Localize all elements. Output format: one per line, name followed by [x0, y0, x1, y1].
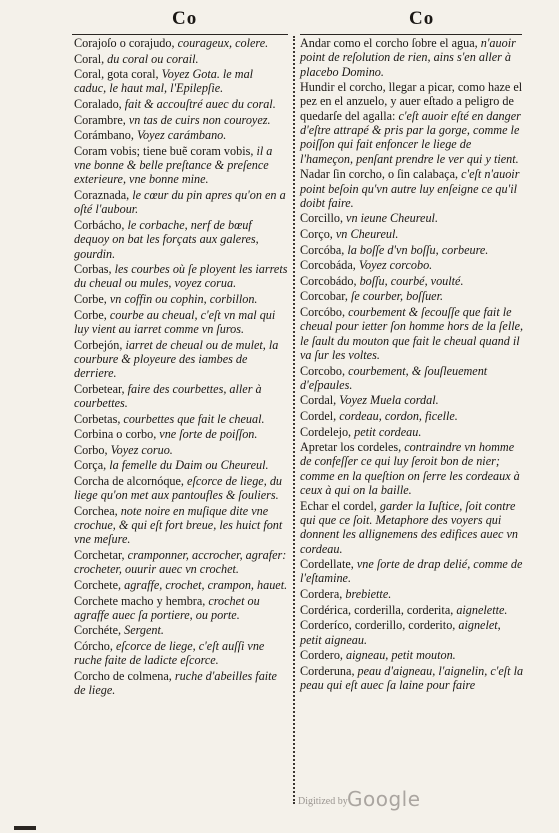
- entry-definition: courbement & ſecouſſe que fait le cheual pour ietter ſon homme hors de la ſelle, le ſault du mouton que fait le cheual quand il va ſur les voltes.: [300, 305, 524, 362]
- header-rule-left: [72, 34, 288, 35]
- entry-definition: le corbache, nerf de bœuf dequoy on bat les forçats aux galeres, gourdin.: [74, 217, 259, 261]
- entry-definition: la boſſe d'vn boſſu, corbeure.: [347, 242, 489, 257]
- entry-definition: il a vne bonne & belle preſtance & preſence exterieure, vne bonne mine.: [74, 143, 273, 187]
- entry-definition: courbement, & ſouſleuement d'eſpaules.: [300, 363, 488, 392]
- dictionary-entry: [74, 188, 288, 217]
- entry-headword: Corchéte,: [74, 623, 125, 638]
- digitized-by-label: Digitized by: [298, 796, 348, 807]
- header-rule-right: [300, 34, 522, 35]
- entry-definition: vn coffin ou cophin, corbillon.: [109, 292, 258, 307]
- dictionary-entry: [300, 440, 524, 497]
- entry-headword: Corchete,: [74, 577, 125, 592]
- entry-definition: vne ſorte de drap delié, comme de l'eſtamine.: [300, 557, 523, 586]
- entry-headword: Corbo,: [74, 442, 111, 457]
- entry-definition: aignelette.: [456, 602, 508, 617]
- dictionary-entry: [74, 458, 288, 472]
- dictionary-entry: [300, 587, 524, 601]
- entry-definition: courbe au cheual, c'eſt vn mal qui luy vient au iarret comme vn ſuros.: [74, 307, 276, 336]
- dictionary-entry: [74, 443, 288, 457]
- entry-definition: eſcorce de liege, du liege qu'on met aux pantoufles & ſouliers.: [74, 473, 283, 503]
- dictionary-entry: [300, 274, 524, 288]
- entry-definition: courageux, colere.: [177, 36, 269, 50]
- dictionary-entry: [74, 218, 288, 261]
- dictionary-entry: [300, 664, 524, 693]
- dictionary-entry: [300, 499, 524, 556]
- entry-definition: aignelet, petit aigneau.: [300, 618, 501, 647]
- entry-definition: vn ieune Cheureul.: [346, 211, 438, 226]
- dictionary-entry: [300, 289, 524, 303]
- dictionary-entry: [74, 412, 288, 426]
- entry-headword: Corcobar,: [300, 289, 351, 304]
- entry-headword: Corcobádo,: [300, 273, 360, 288]
- entry-headword: Corbas,: [74, 262, 115, 277]
- entry-headword: Corámbano,: [74, 128, 137, 143]
- entry-headword: Corcha de alcornóque,: [74, 473, 188, 488]
- entry-headword: Corchea,: [74, 503, 121, 518]
- dictionary-entry: [74, 578, 288, 592]
- entry-headword: Andar como el corcho ſobre el agua,: [300, 36, 481, 50]
- entry-headword: Cordérica, corderilla, corderita,: [300, 602, 457, 617]
- entry-definition: boſſu, courbé, voulté.: [359, 273, 464, 288]
- entry-headword: Coral, gota coral,: [74, 67, 162, 82]
- entry-headword: Corço,: [300, 227, 336, 242]
- entry-headword: Corcóbo,: [300, 305, 349, 320]
- entry-definition: contraindre vn homme de confeſſer ce qui luy ſeroit bon de nier; comme en la queſtion on ſerre les cordeaux à ceux à qui on la baille.: [300, 440, 520, 498]
- entry-definition: du coral ou corail.: [107, 51, 199, 66]
- entry-headword: Corcho de colmena,: [74, 668, 175, 683]
- dictionary-entry: [300, 425, 524, 439]
- dictionary-entry: [300, 211, 524, 225]
- entry-definition: cordeau, cordon, ficelle.: [339, 408, 458, 423]
- entry-headword: Corcobo,: [300, 363, 349, 378]
- entry-definition: les courbes où ſe ployent les iarrets du cheual ou mules, voyez corua.: [74, 262, 288, 291]
- entry-definition: Sergent.: [124, 623, 164, 638]
- dictionary-entry: [300, 258, 524, 272]
- entry-headword: Cordel,: [300, 408, 340, 423]
- entry-definition: cramponner, accrocher, agrafer: crocheter, ouurir auec vn crochet.: [74, 548, 287, 577]
- entry-headword: Corbetas,: [74, 411, 124, 426]
- dictionary-entry: [74, 36, 288, 50]
- entry-headword: Coraznada,: [74, 188, 133, 203]
- entry-definition: Voyez Gota. le mal caduc, le haut mal, l'Epilepſie.: [74, 67, 254, 96]
- entry-headword: Corcóba,: [300, 242, 348, 257]
- entry-headword: Echar el cordel,: [300, 498, 380, 513]
- dictionary-entry: [74, 474, 288, 503]
- dictionary-entry: [300, 227, 524, 241]
- entry-headword: Corbácho,: [74, 217, 128, 232]
- entry-headword: Corderuna,: [300, 663, 358, 678]
- entry-headword: Corcillo,: [300, 211, 347, 226]
- dictionary-entry: [74, 338, 288, 381]
- entry-headword: Corchetar,: [74, 548, 128, 563]
- entry-definition: courbettes que fait le cheual.: [123, 411, 265, 426]
- entry-headword: Coralado,: [74, 97, 125, 112]
- dictionary-entry: [74, 262, 288, 291]
- entry-headword: Cordelejo,: [300, 424, 355, 439]
- entry-definition: c'eſt auoir eſté en danger d'eſtre attrapé & pris par la gorge, comme le poiſſon qui fait enfoncer le liege de l'hameçon, penſant prendre le ver qui y tient.: [300, 108, 521, 166]
- entry-definition: iarret de cheual ou de mulet, la courbure & ployeure des iambes de derriere.: [74, 337, 279, 381]
- column-divider: [293, 36, 295, 804]
- dictionary-entry: [74, 113, 288, 127]
- dictionary-entry: [300, 557, 524, 586]
- dictionary-entry: [74, 594, 288, 623]
- entry-headword: Corbe,: [74, 307, 110, 322]
- entry-definition: le cœur du pin apres qu'on en a oſté l'aubour.: [74, 188, 286, 217]
- entry-definition: fait & accouſtré auec du coral.: [124, 97, 276, 112]
- dictionary-entry: [300, 364, 524, 393]
- entry-definition: petit cordeau.: [354, 424, 422, 439]
- entry-definition: ruche d'abeilles faite de liege.: [74, 668, 277, 698]
- entry-definition: garder la Iuſtice, ſoit contre qui que ce ſoit. Metaphore des voyers qui donnent les allignemens des edifices auec vn cordeau.: [300, 498, 518, 556]
- dictionary-entry: [74, 427, 288, 441]
- entry-headword: Cordal,: [300, 393, 340, 408]
- entry-definition: c'eſt n'auoir point beſoin qu'vn autre luy enſeigne ce qu'il doibt faire.: [300, 167, 520, 210]
- entry-headword: Corbina o corbo,: [74, 427, 160, 442]
- entry-headword: Corambre,: [74, 112, 129, 127]
- dictionary-entry: [74, 669, 288, 698]
- entry-definition: crochet ou agraffe auec ſa portiere, ou porte.: [74, 593, 260, 622]
- entry-headword: Corchete macho y hembra,: [74, 593, 209, 608]
- entry-definition: vn Cheureul.: [335, 227, 399, 242]
- dictionary-entry: [74, 97, 288, 111]
- running-head-right: Co: [409, 8, 435, 29]
- dictionary-entry: [300, 80, 524, 166]
- entry-definition: note noire en muſique dite vne crochue, & qui eſt fort breue, les huict font vne meſure.: [74, 503, 283, 547]
- dictionary-entry: [300, 36, 524, 79]
- entry-definition: aigneau, petit mouton.: [346, 648, 456, 663]
- entry-definition: peau d'aigneau, l'aignelin, c'eſt la peau qui eſt auec ſa laine pour faire: [300, 663, 524, 692]
- right-column: [300, 36, 524, 694]
- entry-definition: Voyez corcobo.: [358, 258, 433, 273]
- dictionary-entry: [74, 504, 288, 547]
- entry-headword: Corajoſo o corajudo,: [74, 36, 178, 50]
- dictionary-entry: [74, 67, 288, 96]
- entry-definition: brebiette.: [345, 587, 392, 602]
- left-column: [74, 36, 288, 699]
- entry-definition: faire des courbettes, aller à courbettes.: [74, 381, 262, 410]
- dictionary-entry: [74, 548, 288, 577]
- dictionary-entry: [74, 308, 288, 337]
- entry-definition: agraffe, crochet, crampon, hauet.: [124, 577, 288, 592]
- entry-headword: Coram vobis; tiene buẽ coram vobis,: [74, 143, 257, 158]
- dictionary-entry: [74, 128, 288, 142]
- entry-headword: Corbe,: [74, 292, 110, 307]
- running-head-left: Co: [172, 8, 198, 29]
- dictionary-entry: [74, 144, 288, 187]
- entry-headword: Coral,: [74, 51, 108, 66]
- dictionary-entry: [300, 409, 524, 423]
- google-watermark: Google: [347, 787, 421, 811]
- entry-headword: Nadar ſin corcho, o ſin calabaça,: [300, 167, 462, 182]
- dictionary-entry: [74, 52, 288, 66]
- entry-headword: Córcho,: [74, 639, 116, 653]
- entry-definition: n'auoir point de reſolution de rien, ains s'en aller à placebo Domino.: [300, 36, 516, 79]
- dictionary-entry: [300, 167, 524, 210]
- entry-headword: Cordero,: [300, 648, 347, 663]
- entry-headword: Hundir el corcho, llegar a picar, como haze el pez en el anzuelo, y auer eſtado a peligro de quedarſe del agalla:: [300, 80, 523, 123]
- entry-definition: Voyez Muela cordal.: [339, 393, 439, 408]
- entry-headword: Corça,: [74, 458, 110, 473]
- dictionary-entry: [74, 292, 288, 306]
- entry-headword: Corbejón,: [74, 337, 126, 352]
- entry-headword: Corderíco, corderillo, corderito,: [300, 618, 459, 633]
- entry-definition: eſcorce de liege, c'eſt auſſi vne ruche faite de ladicte eſcorce.: [74, 639, 265, 668]
- dictionary-entry: [74, 639, 288, 668]
- entry-headword: Cordera,: [300, 587, 346, 602]
- dictionary-entry: [300, 243, 524, 257]
- dictionary-entry: [300, 648, 524, 662]
- dictionary-entry: [300, 603, 524, 617]
- entry-definition: Voyez carámbano.: [136, 128, 227, 143]
- dictionary-entry: [300, 393, 524, 407]
- entry-definition: vne ſorte de poiſſon.: [159, 427, 258, 442]
- dictionary-entry: [74, 623, 288, 637]
- entry-definition: la femelle du Daim ou Cheureul.: [109, 458, 269, 473]
- dictionary-entry: [300, 618, 524, 647]
- entry-definition: ſe courber, boſſuer.: [350, 289, 444, 304]
- entry-headword: Corcobáda,: [300, 258, 359, 273]
- entry-definition: Voyez coruo.: [110, 442, 173, 457]
- dictionary-entry: [300, 305, 524, 362]
- page-corner-mark: [14, 826, 36, 830]
- entry-headword: Apretar los cordeles,: [300, 440, 405, 455]
- entry-definition: vn tas de cuirs non couroyez.: [128, 112, 271, 127]
- entry-headword: Cordellate,: [300, 557, 357, 572]
- dictionary-entry: [74, 382, 288, 411]
- entry-headword: Corbetear,: [74, 381, 128, 396]
